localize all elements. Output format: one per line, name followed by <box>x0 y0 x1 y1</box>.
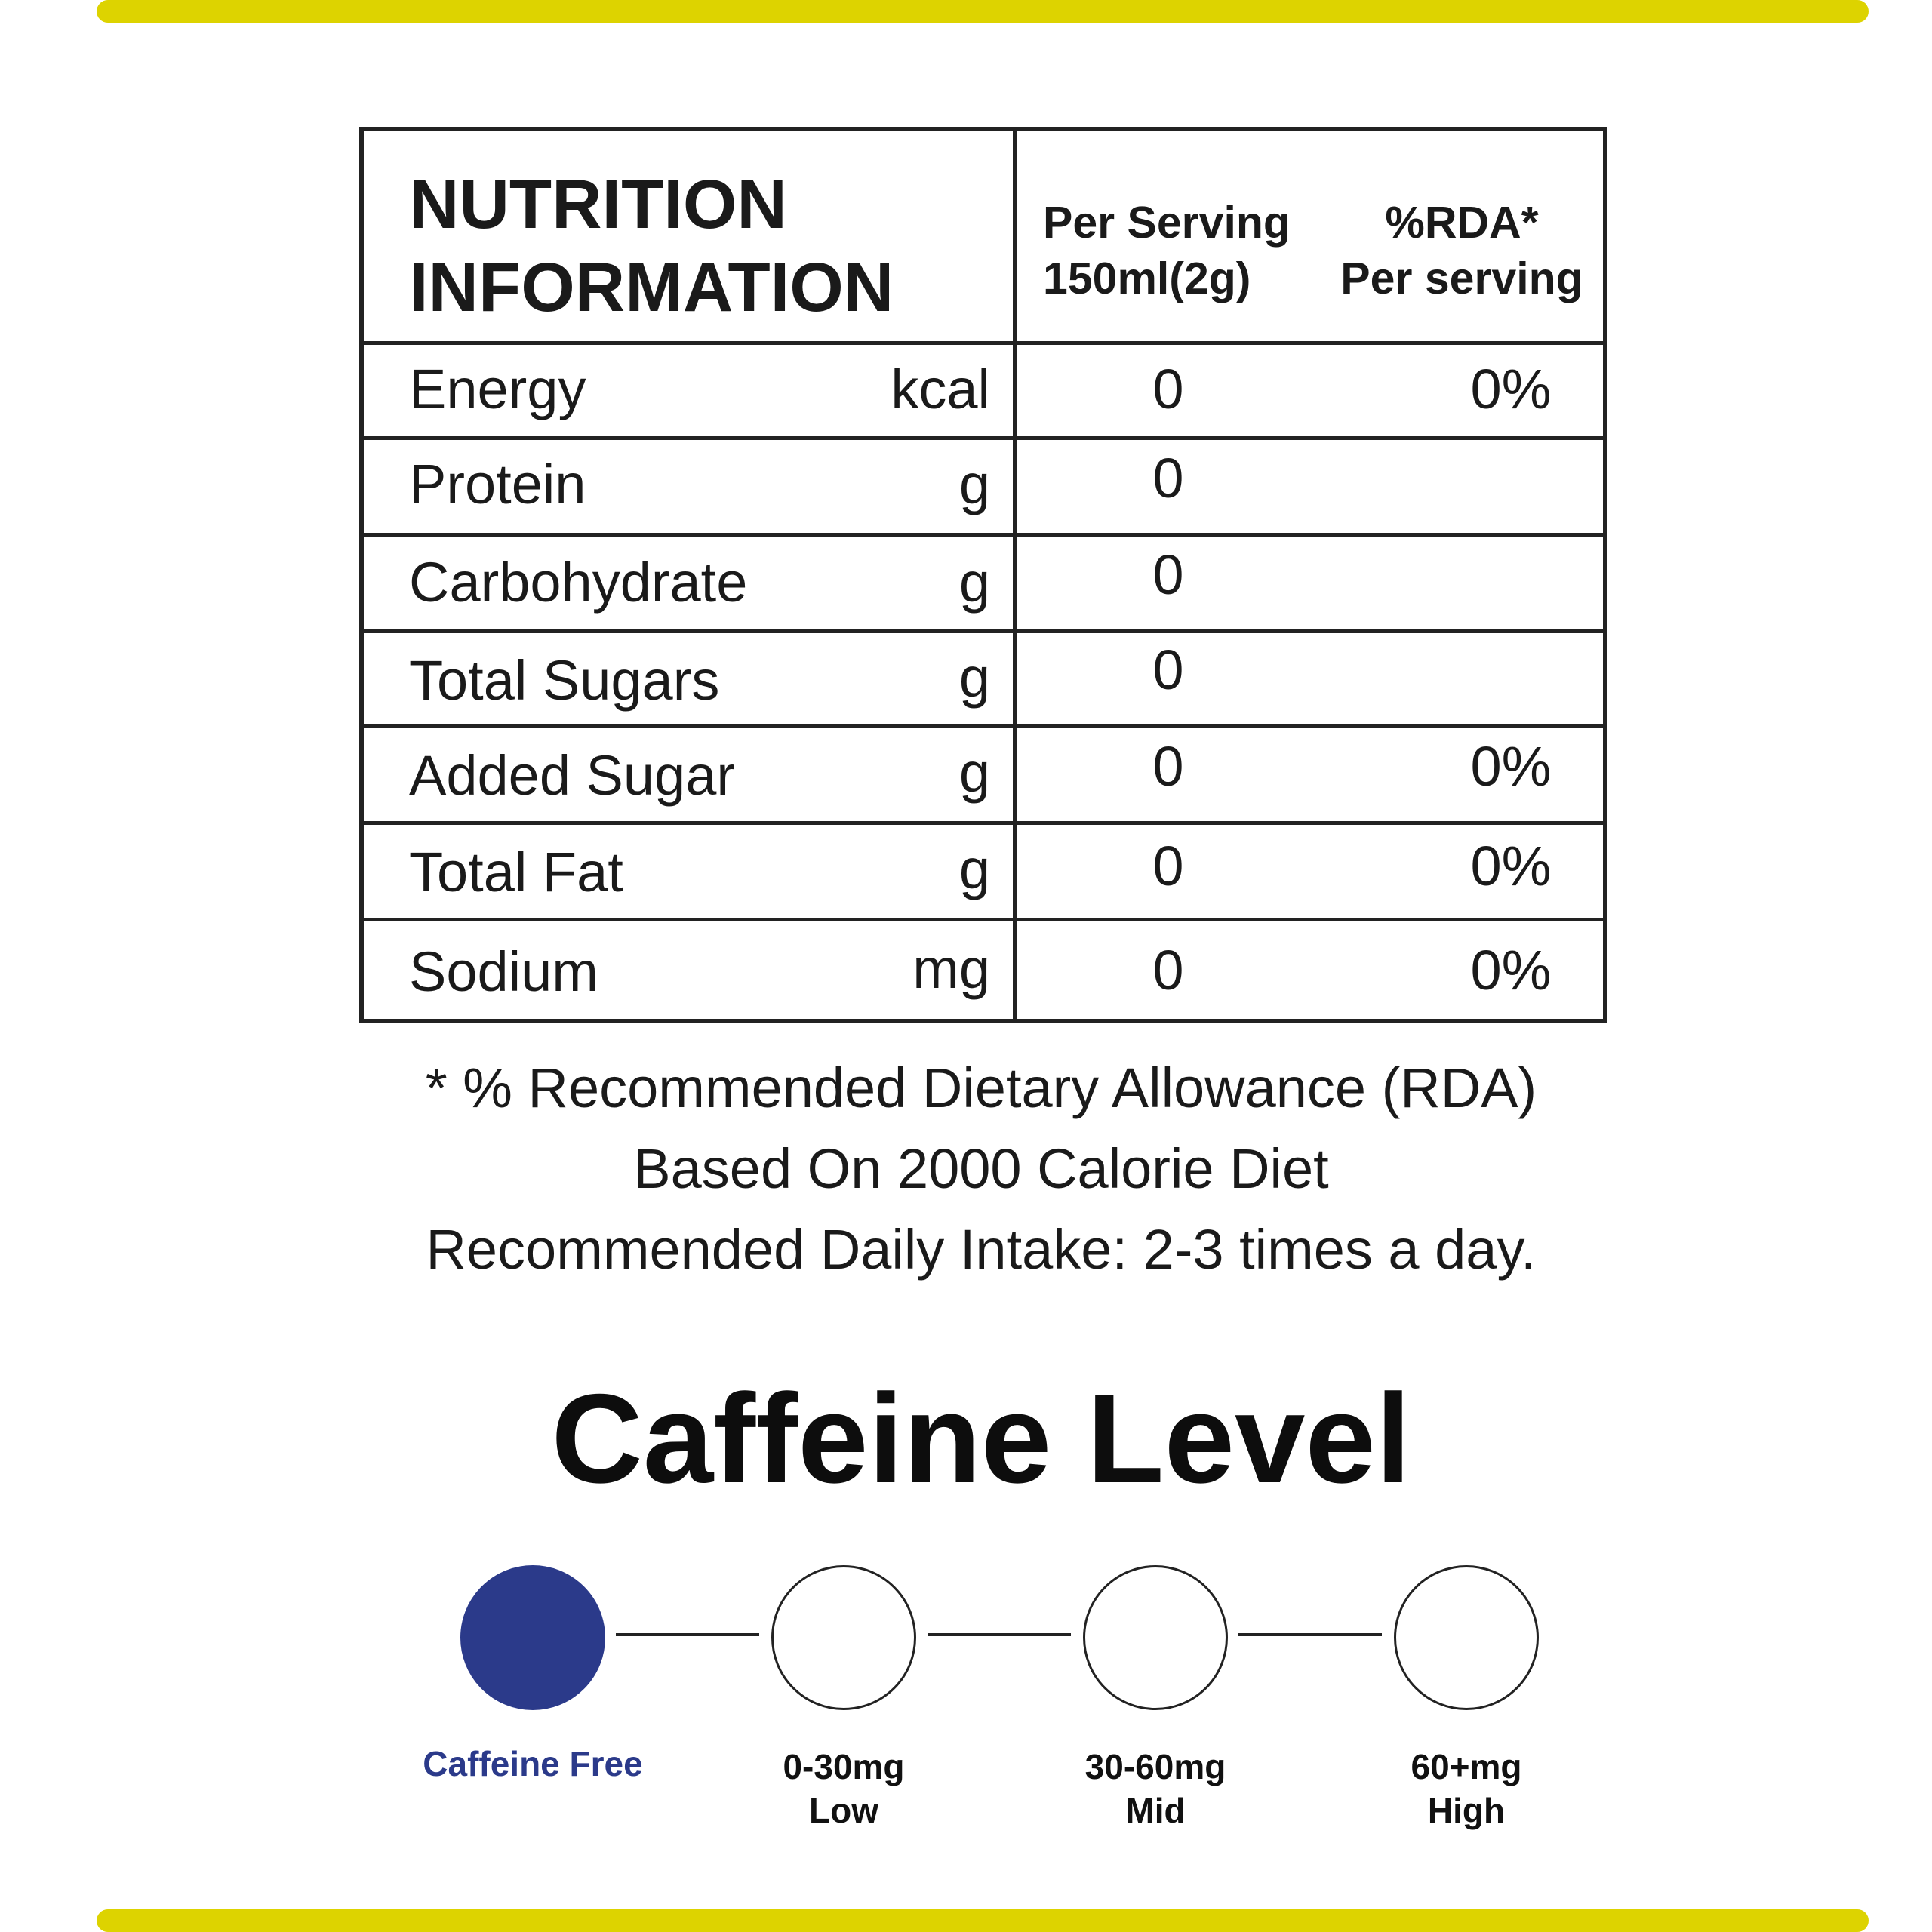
caffeine-level-label: 60+mg High <box>1411 1747 1522 1830</box>
nutrient-rda: 0% <box>1470 358 1552 420</box>
nutrient-name: Carbohydrate <box>409 551 748 614</box>
nutrient-value: 0 <box>1152 835 1184 897</box>
nutrient-unit: g <box>958 646 990 709</box>
scale-connector <box>928 1633 1071 1636</box>
nutrient-value: 0 <box>1152 543 1184 606</box>
nutrient-value: 0 <box>1152 939 1184 1001</box>
scale-connector <box>1238 1633 1382 1636</box>
caffeine-level-label: Caffeine Free <box>423 1744 643 1783</box>
nutrient-value: 0 <box>1152 447 1184 509</box>
nutrient-name: Total Sugars <box>409 649 720 712</box>
rda-header: %RDA* Per serving <box>1340 198 1583 303</box>
nutrient-value: 0 <box>1152 358 1184 420</box>
caffeine-level-label: 0-30mg Low <box>783 1747 905 1830</box>
footnote-line: Recommended Daily Intake: 2-3 times a day. <box>426 1218 1537 1281</box>
nutrient-unit: g <box>958 741 990 804</box>
bottom-accent-band <box>97 1909 1869 1932</box>
nutrient-name: Total Fat <box>409 841 623 903</box>
nutrient-unit: mg <box>912 937 990 1000</box>
nutrient-unit: g <box>958 453 990 515</box>
nutrition-title: NUTRITION INFORMATION <box>409 166 894 326</box>
nutrient-value: 0 <box>1152 638 1184 701</box>
per-serving-header: Per Serving 150ml(2g) <box>1043 198 1291 303</box>
nutrient-rda: 0% <box>1470 835 1552 897</box>
footnote-line: * % Recommended Dietary Allowance (RDA) <box>425 1057 1537 1119</box>
caffeine-level-dot-high <box>1394 1565 1539 1710</box>
scale-connector <box>616 1633 759 1636</box>
nutrient-unit: g <box>958 838 990 900</box>
nutrient-unit: kcal <box>891 358 990 420</box>
caffeine-level-dot-mid <box>1083 1565 1228 1710</box>
caffeine-level-dot-free <box>460 1565 605 1710</box>
footnote-line: Based On 2000 Calorie Diet <box>633 1137 1329 1200</box>
caffeine-level-dot-low <box>771 1565 916 1710</box>
caffeine-level-title: Caffeine Level <box>551 1367 1411 1509</box>
nutrient-name: Energy <box>409 358 586 420</box>
nutrient-rda: 0% <box>1470 939 1552 1001</box>
nutrient-value: 0 <box>1152 735 1184 798</box>
caffeine-level-label: 30-60mg Mid <box>1084 1747 1226 1830</box>
nutrient-rda: 0% <box>1470 735 1552 798</box>
nutrient-name: Protein <box>409 453 586 515</box>
nutrient-unit: g <box>958 551 990 614</box>
nutrient-name: Added Sugar <box>409 744 736 807</box>
nutrient-name: Sodium <box>409 940 598 1003</box>
